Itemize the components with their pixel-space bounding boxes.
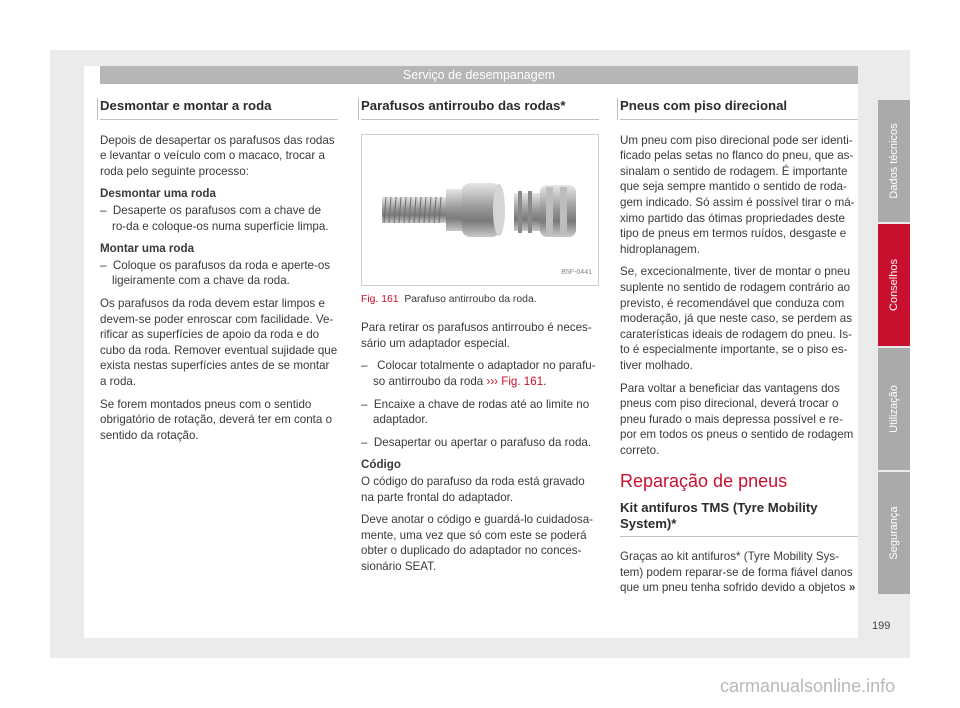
paragraph-restore-direction: Para voltar a beneficiar das vantagens dos pneus com piso direcional, deverá trocar o pneu furado o mais depressa possível e re-por em todos os pneus o sentido de rodagem correto. xyxy=(620,381,854,457)
step-fit-wrench: – Encaixe a chave de rodas até ao limite no adaptador. xyxy=(361,397,599,428)
subheading-code: Código xyxy=(361,458,401,472)
paragraph-rotation: Se forem montados pneus com o sentido obrigatório de rotação, deverá ter em conta o sentido da rotação. xyxy=(100,397,333,442)
side-chapter-tabs xyxy=(878,100,910,596)
paragraph-tms-kit xyxy=(620,549,858,596)
figure-caption xyxy=(361,292,599,308)
bolt-and-adapter-illustration xyxy=(362,135,598,285)
figure-reference-link[interactable]: ››› Fig. 161 xyxy=(486,374,544,388)
section-title-tms-kit: Kit antifuros TMS (Tyre Mobility System)* xyxy=(620,500,858,537)
column-directional-tyres xyxy=(620,98,858,603)
paragraph-code-engraved: O código do parafuso da roda está gravado na parte frontal do adaptador. xyxy=(361,474,585,504)
continue-arrow-icon: » xyxy=(848,581,856,595)
chapter-header: Serviço de desempanagem xyxy=(100,66,858,84)
tab-seguranca[interactable] xyxy=(878,472,910,594)
tab-label: Dados técnicos xyxy=(888,123,900,199)
figure-number: Fig. 161 xyxy=(361,293,399,305)
site-watermark: carmanualsonline.info xyxy=(720,676,896,696)
step-loosen-tighten: – Desapertar ou apertar o parafuso da roda. xyxy=(361,435,599,451)
tab-label: Segurança xyxy=(888,506,900,560)
figure-caption-text: Parafuso antirroubo da roda. xyxy=(404,293,537,305)
subheading-mount-wheel: Montar uma roda xyxy=(100,242,195,256)
paragraph-keep-code: Deve anotar o código e guardá-lo cuidadosa-mente, uma vez que só com este se poderá obter o duplicado do adaptador no conces-sionário SEAT. xyxy=(361,513,594,573)
figure-code: B5F-0441 xyxy=(561,269,592,276)
step-text: Colocar totalmente o adaptador no parafu-so antirroubo da roda xyxy=(373,359,596,388)
paragraph-directional-tread: Um pneu com piso direcional pode ser identi-ficado pelas setas no flanco do pneu, que as-sinalam o sentido de rodagem. É importante que seja sempre mantido o sentido de roda-gem indicado. Só assim é possível tirar o má-ximo partido das ótimas propriedades deste tipo de pneus em termos ruídos, desgaste e hidroplanagem. xyxy=(620,133,855,256)
tab-dados-tecnicos[interactable] xyxy=(878,100,910,222)
page-number: 199 xyxy=(872,620,891,632)
section-title: Desmontar e montar a roda xyxy=(100,98,338,120)
step-remove: – Desaperte os parafusos com a chave de ro-da e coloque-os numa superfície limpa. xyxy=(100,203,338,234)
paragraph-spare-wheel: Se, excecionalmente, tiver de montar o pneu suplente no sentido de rodagem contrário ao previsto, é recomendável que conduza com moderação, já que neste caso, se perdem as caraterísticas ideais de rodagem do pneu. Is-to é especialmente importante, se o piso es-tiver molhado. xyxy=(620,265,853,372)
paragraph-clean-bolts: Os parafusos da roda devem estar limpos e devem-se poder enroscar com facilidade. Ve-rificar as superfícies de apoio da roda e do cubo da roda. Remover eventual sujidade que exista nestas superfícies antes de se montar a roda. xyxy=(100,296,338,388)
column-wheel-change xyxy=(100,98,338,450)
figure-antitheft-bolt xyxy=(361,134,599,286)
section-title: Parafusos antirroubo das rodas* xyxy=(361,98,599,120)
section-title: Pneus com piso direcional xyxy=(620,98,858,120)
tab-conselhos[interactable] xyxy=(878,224,910,346)
step-insert-adapter: – Colocar totalmente o adaptador no parafu-so antirroubo da roda ››› Fig. 161. xyxy=(361,358,599,389)
column-antitheft-bolts xyxy=(361,98,599,582)
tab-label: Utilização xyxy=(888,385,900,433)
intro-paragraph: Depois de desapertar os parafusos das rodas e levantar o veículo com o macaco, trocar a roda pelo seguinte processo: xyxy=(100,133,335,178)
bolt-adapter xyxy=(514,185,576,237)
tms-text: Graças ao kit antifuros* (Tyre Mobility Sys-tem) podem reparar-se de forma fiável danos que um pneu tenha sofrido devido a objetos xyxy=(620,550,853,595)
antitheft-bolt xyxy=(382,183,505,237)
tab-utilizacao[interactable] xyxy=(878,348,910,470)
intro-paragraph: Para retirar os parafusos antirroubo é neces-sário um adaptador especial. xyxy=(361,321,592,350)
tab-label: Conselhos xyxy=(888,259,900,311)
subheading-remove-wheel: Desmontar uma roda xyxy=(100,187,216,201)
chapter-title-tyre-repair: Reparação de pneus xyxy=(620,471,788,492)
step-mount: – Coloque os parafusos da roda e aperte-os ligeiramente com a chave da roda. xyxy=(100,258,338,289)
